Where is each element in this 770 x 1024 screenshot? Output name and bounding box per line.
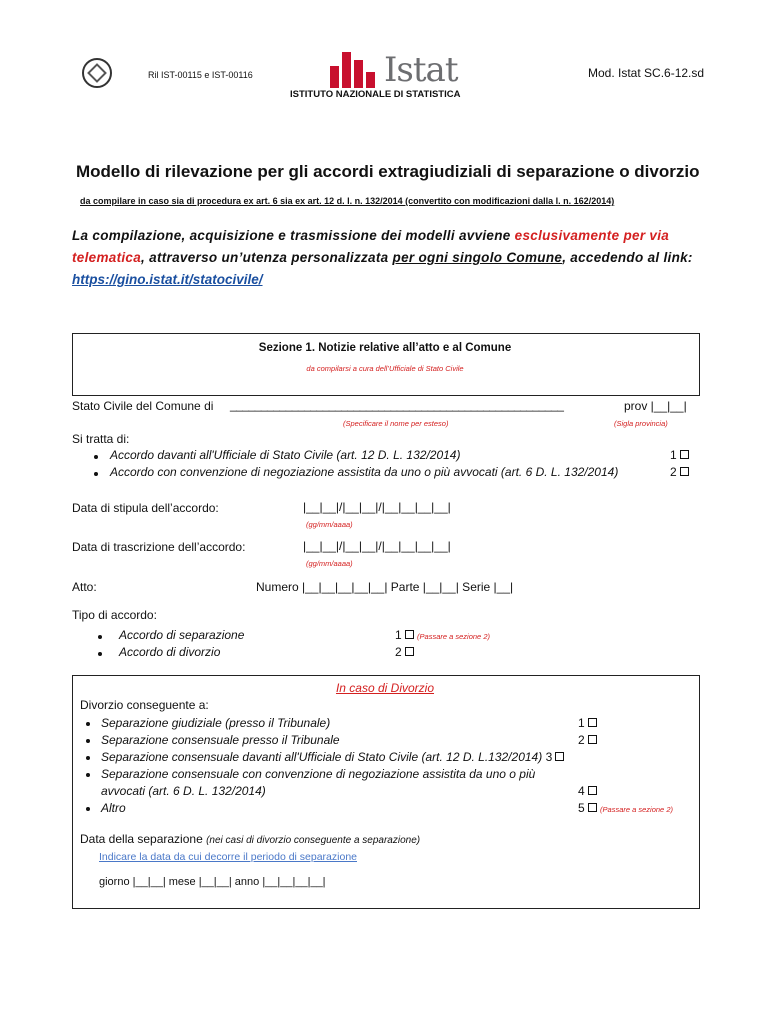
divorzio-heading: In caso di Divorzio	[335, 681, 435, 695]
indicare-data-note: Indicare la data da cui decorre il periodo di separazione	[99, 851, 357, 863]
ril-code: Ril IST-00115 e IST-00116	[148, 70, 253, 80]
checkbox-icon[interactable]	[588, 718, 597, 727]
option-number: 4	[578, 784, 585, 798]
atto-fields[interactable]: Numero |__|__|__|__|__| Parte |__|__| Serie |__|	[256, 580, 514, 594]
divorzio-item: Separazione consensuale con convenzione di negoziazione assistita da uno o più	[101, 767, 536, 781]
tratta-item: Accordo con convenzione di negoziazione assistita da uno o più avvocati (art. 6 D. L. 132/2014)	[110, 465, 619, 479]
checkbox-icon[interactable]	[588, 786, 597, 795]
bullet-icon	[86, 739, 90, 743]
trascrizione-label: Data di trascrizione dell’accordo:	[72, 540, 246, 554]
bullet-icon	[98, 652, 102, 656]
republic-emblem-icon	[82, 58, 112, 88]
tipo-option-2[interactable]	[395, 645, 414, 659]
intro-emphasis: esclusivamente per via	[514, 228, 670, 243]
bullet-icon	[86, 807, 90, 811]
intro-text-2: , attraverso un’utenza personalizzata	[141, 250, 389, 265]
atto-label: Atto:	[72, 580, 97, 594]
checkbox-icon[interactable]	[680, 467, 689, 476]
option-number: 1	[578, 716, 585, 730]
option-number: 2	[395, 645, 402, 659]
option-number: 5	[578, 801, 585, 815]
divorzio-item-continued: avvocati (art. 6 D. L. 132/2014)	[101, 784, 266, 798]
divorzio-option-2[interactable]	[578, 733, 597, 747]
option-number: 2	[670, 465, 677, 479]
page-subtitle: da compilare in caso sia di procedura ex art. 6 sia ex art. 12 d. l. n. 132/2014 (convertito con modificazioni dalla l. n. 162/2014)	[80, 196, 615, 206]
divorzio-item: Altro	[101, 801, 126, 815]
divorzio-item: Separazione giudiziale (presso il Tribunale)	[101, 716, 331, 730]
checkbox-icon[interactable]	[405, 630, 414, 639]
data-separazione-label	[80, 832, 420, 846]
checkbox-icon[interactable]	[588, 803, 597, 812]
bullet-icon	[86, 756, 90, 760]
comune-input[interactable]: ______________________________________________________	[230, 398, 564, 412]
tratta-label: Si tratta di:	[72, 432, 130, 446]
intro-line-2	[72, 250, 693, 265]
option-number: 1	[395, 628, 402, 642]
option-number: 1	[670, 448, 677, 462]
model-code: Mod. Istat SC.6-12.sd	[588, 66, 705, 80]
tipo-item: Accordo di separazione	[119, 628, 245, 642]
statocivile-link[interactable]: https://gino.istat.it/statocivile/	[72, 272, 263, 287]
prov-input[interactable]: prov |__|__|	[624, 399, 687, 413]
option-number: 3	[545, 750, 553, 764]
intro-text: La compilazione, acquisizione e trasmissione dei modelli avviene	[72, 228, 511, 243]
bullet-icon	[86, 722, 90, 726]
divorzio-item	[101, 750, 564, 764]
stipula-date-input[interactable]: |__|__|/|__|__|/|__|__|__|__|	[303, 500, 451, 514]
checkbox-icon[interactable]	[588, 735, 597, 744]
tratta-option-2[interactable]	[670, 465, 689, 479]
page-title: Modello di rilevazione per gli accordi extragiudiziali di separazione o divorzio	[76, 162, 700, 181]
section1-note: da compilarsi a cura dell’Ufficiale di Stato Civile	[306, 364, 464, 373]
separazione-date-input[interactable]: giorno |__|__| mese |__|__| anno |__|__|__|__|	[99, 876, 326, 888]
tipo-option-1[interactable]	[395, 628, 490, 642]
divorzio-option-4[interactable]	[578, 784, 597, 798]
intro-emphasis-2: telematica	[72, 250, 142, 265]
checkbox-icon[interactable]	[555, 752, 564, 761]
intro-text-3: , accedendo al link:	[562, 250, 693, 265]
bullet-icon	[94, 455, 98, 459]
stipula-label: Data di stipula dell’accordo:	[72, 501, 219, 515]
institute-name: ISTITUTO NAZIONALE DI STATISTICA	[290, 89, 461, 100]
istat-logo-text: Istat	[384, 50, 458, 90]
trascrizione-date-input[interactable]: |__|__|/|__|__|/|__|__|__|__|	[303, 539, 451, 553]
trascrizione-hint: (gg/mm/aaaa)	[306, 559, 353, 568]
comune-label: Stato Civile del Comune di	[72, 399, 214, 413]
bullet-icon	[98, 635, 102, 639]
data-separazione-note: (nei casi di divorzio conseguente a separazione)	[206, 835, 421, 846]
divorzio-option-1[interactable]	[578, 716, 597, 730]
divorzio-label: Divorzio conseguente a:	[80, 698, 209, 712]
tratta-option-1[interactable]	[670, 448, 689, 462]
comune-hint: (Specificare il nome per esteso)	[343, 419, 449, 428]
divorzio-item: Separazione consensuale presso il Tribunale	[101, 733, 340, 747]
tipo-label: Tipo di accordo:	[72, 608, 157, 622]
tratta-item: Accordo davanti all'Ufficiale di Stato Civile (art. 12 D. L. 132/2014)	[110, 448, 461, 462]
intro-underline: per ogni singolo Comune	[392, 250, 563, 265]
stipula-hint: (gg/mm/aaaa)	[306, 520, 353, 529]
intro-line-1	[72, 228, 669, 243]
skip-note: (Passare a sezione 2)	[417, 632, 490, 641]
section1-title: Sezione 1. Notizie relative all’atto e al Comune	[258, 342, 512, 354]
option-number: 2	[578, 733, 585, 747]
istat-logo-icon	[330, 52, 380, 88]
skip-note: (Passare a sezione 2)	[600, 805, 673, 814]
checkbox-icon[interactable]	[680, 450, 689, 459]
tipo-item: Accordo di divorzio	[119, 645, 221, 659]
data-separazione-title: Data della separazione	[80, 832, 203, 846]
bullet-icon	[94, 472, 98, 476]
divorzio-option-5[interactable]	[578, 801, 673, 815]
bullet-icon	[86, 773, 90, 777]
prov-hint: (Sigla provincia)	[614, 419, 668, 428]
divorzio-item-text: Separazione consensuale davanti all'Ufficiale di Stato Civile (art. 12 D. L.132/2014)	[101, 750, 543, 764]
checkbox-icon[interactable]	[405, 647, 414, 656]
